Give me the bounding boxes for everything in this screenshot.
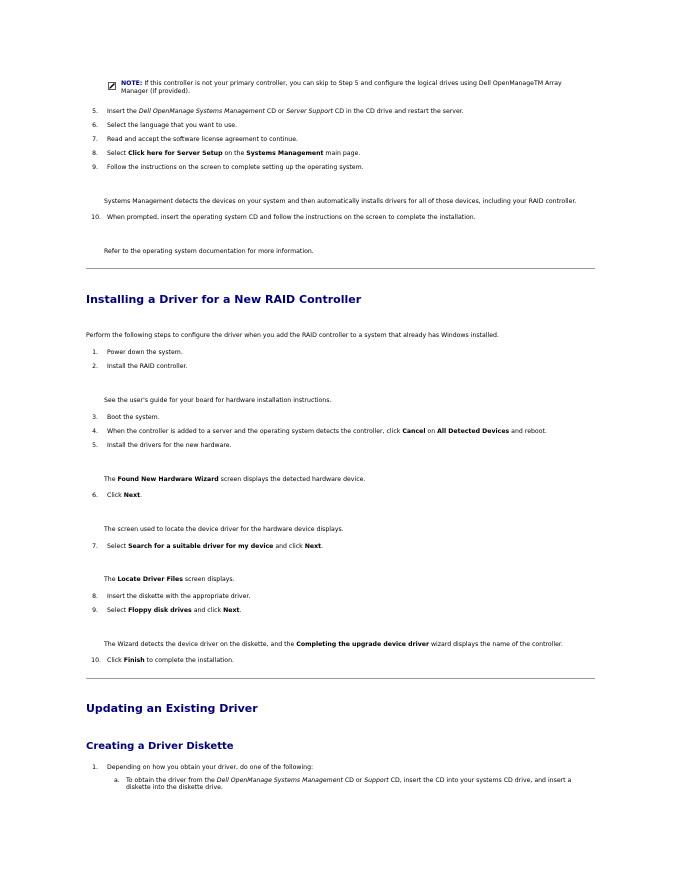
step-text: When the controller is added to a server and the operating system detects the controller, click Cancel on All Detected Devices and reboot. — [107, 428, 547, 435]
step-number: 9. — [92, 164, 98, 171]
step-number: 8. — [92, 593, 98, 600]
step-number: 4. — [92, 428, 98, 435]
step-number: 9. — [92, 607, 98, 614]
paragraph-detects: Systems Management detects the devices on your system and then automatically installs drivers for all of those devices, including your RAID controller. — [104, 198, 577, 205]
step-text: Power down the system. — [107, 349, 183, 356]
step-text: Read and accept the software license agreement to continue. — [107, 136, 299, 143]
step-number: 6. — [92, 122, 98, 129]
divider — [86, 268, 595, 269]
section-title-updating: Updating an Existing Driver — [86, 702, 258, 715]
paragraph-detect: The Wizard detects the device driver on the diskette, and the Completing the upgrade device driver wizard displays the name of the controller. — [104, 641, 563, 648]
step-number: 8. — [92, 150, 98, 157]
step-number: 10. — [91, 214, 101, 221]
step-text: Click Next. — [107, 492, 143, 499]
step-text: Boot the system. — [107, 414, 160, 421]
divider — [86, 678, 595, 679]
step-text: Install the RAID controller. — [107, 363, 188, 370]
substep-label: a. — [114, 777, 120, 784]
step-text: Insert the Dell OpenManage Systems Management CD or Server Support CD in the CD drive and restart the server. — [107, 108, 464, 115]
step-number: 1. — [92, 349, 98, 356]
section-title-new-raid: Installing a Driver for a New RAID Controller — [86, 293, 362, 306]
paragraph-refer: Refer to the operating system documentation for more information. — [104, 248, 314, 255]
step-text: Depending on how you obtain your driver, do one of the following: — [107, 764, 314, 771]
step-number: 10. — [91, 657, 101, 664]
step-text: Select Floppy disk drives and click Next. — [107, 607, 242, 614]
note-line-1: NOTE: If this controller is not your primary controller, you can skip to Step 5 and configure the logical drives using Dell OpenManageTM Array — [121, 80, 562, 87]
step-text: Click Finish to complete the installation. — [107, 657, 234, 664]
step-number: 5. — [92, 442, 98, 449]
step-number: 3. — [92, 414, 98, 421]
step-text: When prompted, insert the operating system CD and follow the instructions on the screen to complete the installation. — [107, 214, 476, 221]
step-text: Select Click here for Server Setup on the Systems Management main page. — [107, 150, 361, 157]
step-number: 7. — [92, 136, 98, 143]
substep-text: To obtain the driver from the Dell OpenManage Systems Management CD or Support CD, insert the CD into your systems CD drive, and insert a — [126, 777, 572, 784]
paragraph-files: The Locate Driver Files screen displays. — [104, 576, 235, 583]
step-number: 5. — [92, 108, 98, 115]
subsection-title-diskette: Creating a Driver Diskette — [86, 741, 234, 752]
step-text: Install the drivers for the new hardware. — [107, 442, 232, 449]
step-number: 2. — [92, 363, 98, 370]
paragraph-wizard: The Found New Hardware Wizard screen displays the detected hardware device. — [104, 476, 366, 483]
section-intro: Perform the following steps to configure the driver when you add the RAID controller to a system that already has Windows installed. — [86, 332, 499, 339]
step-number: 7. — [92, 543, 98, 550]
note-line-2: Manager (if provided). — [121, 88, 190, 95]
substep-text-line-2: diskette into the diskette drive. — [126, 784, 223, 791]
step-text: Insert the diskette with the appropriate driver. — [107, 593, 251, 600]
step-number: 1. — [92, 764, 98, 771]
note-pencil-icon — [108, 82, 116, 90]
paragraph-locate: The screen used to locate the device driver for the hardware device displays. — [104, 526, 344, 533]
step-text: Select Search for a suitable driver for my device and click Next. — [107, 543, 324, 550]
paragraph-guide: See the user's guide for your board for hardware installation instructions. — [104, 397, 332, 404]
step-number: 6. — [92, 492, 98, 499]
step-text: Follow the instructions on the screen to complete setting up the operating system. — [107, 164, 364, 171]
step-text: Select the language that you want to use. — [107, 122, 238, 129]
